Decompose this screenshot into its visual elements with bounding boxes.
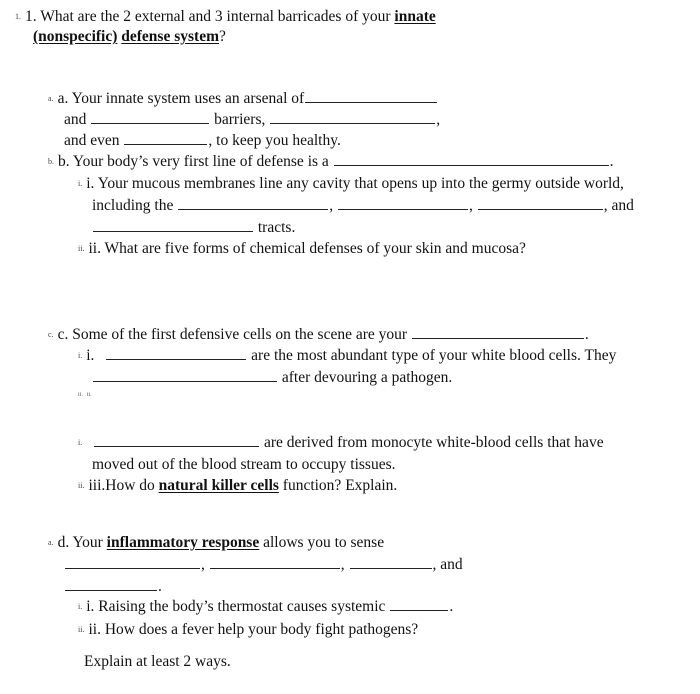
answer-blank[interactable] xyxy=(338,208,468,210)
item-a-line2 xyxy=(64,111,440,129)
list-marker: ii. xyxy=(78,244,85,254)
item-b-i-line2 xyxy=(92,197,634,215)
answer-blank[interactable] xyxy=(390,609,448,611)
item-b-line1 xyxy=(48,153,614,171)
text-comma: , xyxy=(436,111,441,128)
list-marker: c. xyxy=(48,330,54,340)
answer-blank[interactable] xyxy=(93,380,277,382)
answer-blank[interactable] xyxy=(305,101,437,103)
item-d-line1 xyxy=(48,534,384,552)
list-marker: ii. xyxy=(78,392,83,399)
list-marker: ii. xyxy=(78,481,85,491)
text-and-even: and even xyxy=(64,132,120,149)
answer-blank[interactable] xyxy=(210,567,340,569)
term-defense-system: defense system xyxy=(121,28,219,45)
text-including-the: including the xyxy=(92,197,174,214)
text-and: and xyxy=(64,111,87,128)
item-d-explain xyxy=(84,653,231,671)
term-innate: innate xyxy=(394,8,436,25)
item-c-i-text2: after devouring a pathogen. xyxy=(281,369,453,386)
item-b-i-line1 xyxy=(78,175,624,193)
item-c-iv-prefix: iii.How do xyxy=(88,477,155,494)
item-c-ii xyxy=(78,386,96,404)
item-c-iii-text: are derived from monocyte white-blood cells that have xyxy=(263,434,604,451)
item-c-i-line1 xyxy=(78,347,616,365)
item-d-ii-text: ii. How does a fever help your body fight pathogens? xyxy=(88,621,419,638)
item-a-text: a. Your innate system uses an arsenal of xyxy=(57,90,305,107)
list-marker: i. xyxy=(78,602,83,612)
item-c-i-label: i. xyxy=(86,347,95,364)
text-comma: , xyxy=(340,556,345,573)
text-comma: , xyxy=(201,556,205,573)
item-c-iii-text2: moved out of the blood stream to occupy tissues. xyxy=(92,456,396,473)
list-marker: 1. xyxy=(15,12,21,22)
text-period: . xyxy=(584,326,589,343)
item-d-prefix: d. Your xyxy=(57,534,103,551)
text-comma: , xyxy=(329,197,334,214)
item-d-line2 xyxy=(64,556,463,574)
item-d-suffix: allows you to sense xyxy=(263,534,385,551)
term-nonspecific: (nonspecific) xyxy=(33,28,118,45)
item-b-i-line3 xyxy=(92,219,295,237)
list-marker: i. xyxy=(78,351,83,361)
item-a-line3 xyxy=(64,132,341,150)
item-d-explain-text: Explain at least 2 ways. xyxy=(84,653,231,670)
item-b-ii xyxy=(78,240,526,258)
item-a-line1 xyxy=(48,90,438,108)
item-c-line1 xyxy=(48,326,589,344)
list-marker: i. xyxy=(78,438,83,448)
item-c-text: c. Some of the first defensive cells on the scene are your xyxy=(57,326,408,343)
text-period: . xyxy=(609,153,614,170)
answer-blank[interactable] xyxy=(91,122,209,124)
item-c-iv xyxy=(78,477,397,495)
answer-blank[interactable] xyxy=(270,122,435,124)
answer-blank[interactable] xyxy=(65,589,157,591)
term-inflammatory-response: inflammatory response xyxy=(106,534,260,551)
list-marker: a. xyxy=(48,94,54,104)
text-keep-healthy: , to keep you healthy. xyxy=(208,132,341,149)
text-period: . xyxy=(158,578,162,595)
text-tracts: tracts. xyxy=(257,219,296,236)
answer-blank[interactable] xyxy=(178,208,328,210)
answer-blank[interactable] xyxy=(124,143,207,145)
item-b-i-text: i. Your mucous membranes line any cavity that opens up into the germy outside world, xyxy=(86,175,624,192)
text-and: , and xyxy=(603,197,634,214)
item-d-i xyxy=(78,598,453,616)
answer-blank[interactable] xyxy=(334,164,609,166)
item-b-text: b. Your body’s very first line of defense is a xyxy=(58,153,329,170)
item-c-ii-label: ii. xyxy=(86,392,92,399)
item-d-i-text: i. Raising the body’s thermostat causes systemic xyxy=(86,598,386,615)
list-marker: i. xyxy=(78,179,83,189)
answer-blank[interactable] xyxy=(412,337,584,339)
question-1-cont xyxy=(33,28,226,46)
answer-blank[interactable] xyxy=(65,567,200,569)
text-period: . xyxy=(449,598,454,615)
item-b-ii-text: ii. What are five forms of chemical defenses of your skin and mucosa? xyxy=(88,240,526,257)
text-barriers: barriers, xyxy=(214,111,266,128)
answer-blank[interactable] xyxy=(93,230,253,232)
item-d-ii xyxy=(78,621,418,639)
list-marker: a. xyxy=(48,538,54,548)
answer-blank[interactable] xyxy=(350,567,432,569)
text-comma: , xyxy=(469,197,473,214)
item-c-i-line2 xyxy=(92,369,452,387)
question-mark: ? xyxy=(218,28,226,45)
item-c-iii-line2 xyxy=(92,456,396,474)
list-marker: ii. xyxy=(78,625,85,635)
text-and: , and xyxy=(432,556,463,573)
answer-blank[interactable] xyxy=(478,208,603,210)
answer-blank[interactable] xyxy=(106,358,246,360)
item-c-iii-line1 xyxy=(78,434,604,452)
item-c-iv-suffix: function? Explain. xyxy=(282,477,398,494)
question-1-text: 1. What are the 2 external and 3 internal barricades of your xyxy=(25,8,391,25)
item-c-i-text: are the most abundant type of your white blood cells. They xyxy=(251,347,617,364)
question-1 xyxy=(15,8,436,26)
list-marker: b. xyxy=(48,157,54,167)
item-d-line3 xyxy=(64,578,162,596)
answer-blank[interactable] xyxy=(94,445,259,447)
term-natural-killer-cells: natural killer cells xyxy=(158,477,279,494)
